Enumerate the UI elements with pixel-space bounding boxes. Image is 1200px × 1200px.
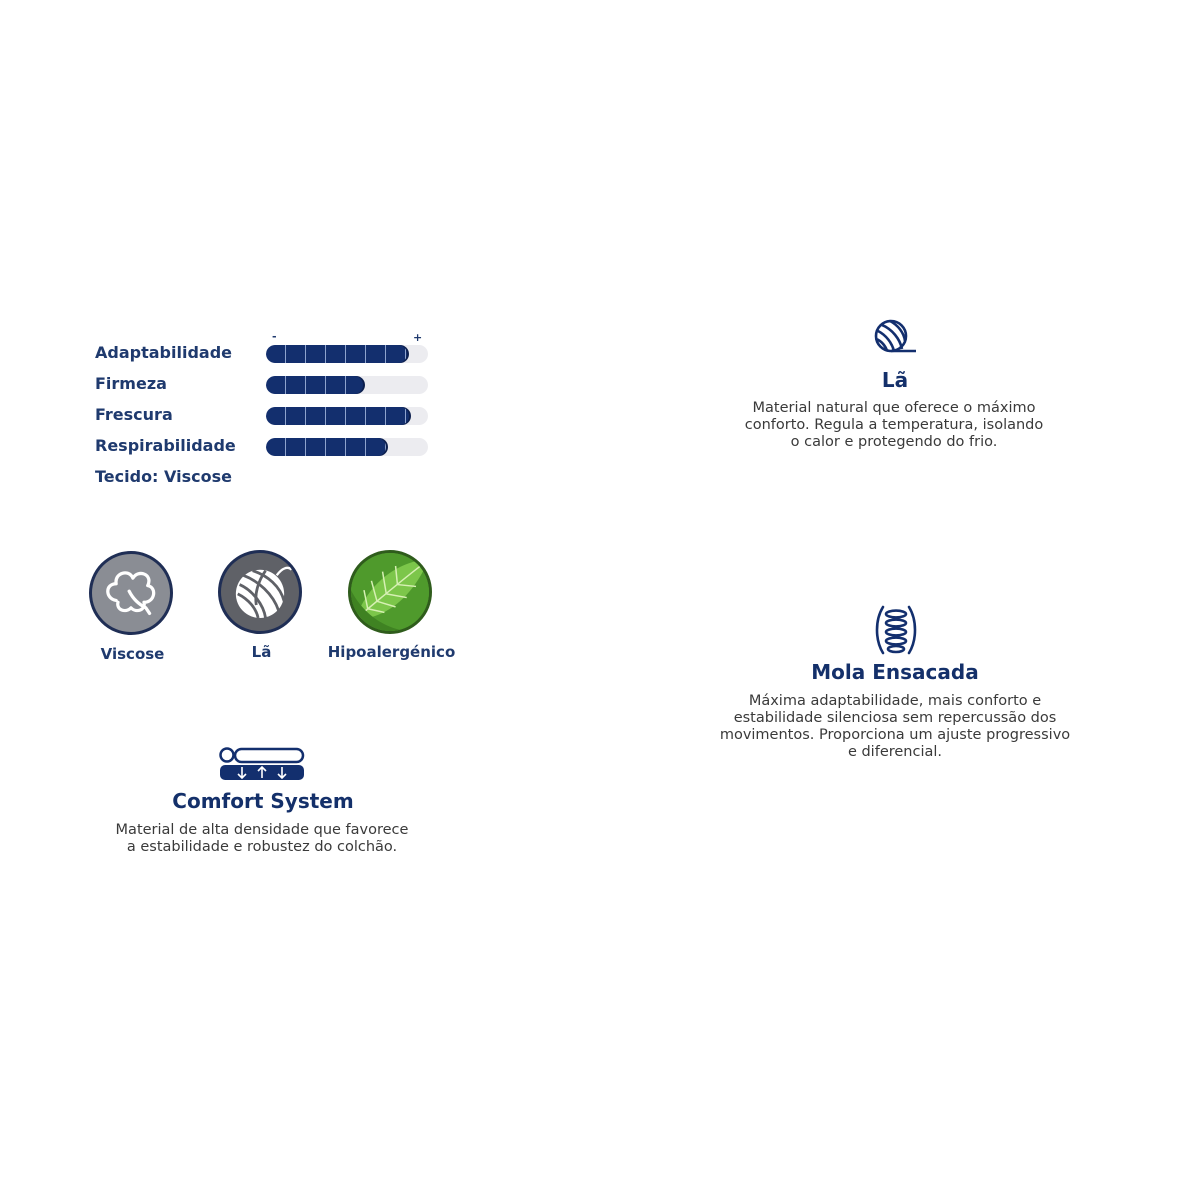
pocket-spring-icon [874, 604, 918, 656]
rating-label-respirabilidade: Respirabilidade [95, 436, 236, 455]
rating-fill [266, 376, 363, 394]
pocket-spring-description [680, 693, 1110, 761]
rating-label-frescura: Frescura [95, 405, 173, 424]
rating-fill [266, 407, 409, 425]
description-line: conforto. Regula a temperatura, isolando [744, 417, 1044, 433]
comfort-system-description [70, 822, 454, 856]
badge-label-hipoalergenico: Hipoalergénico [327, 643, 456, 661]
description-line: movimentos. Proporciona um ajuste progressivo [719, 727, 1071, 743]
wool-description [694, 400, 1094, 451]
badge-label-la: Lã [251, 643, 272, 661]
description-line: a estabilidade e robustez do colchão. [126, 839, 398, 855]
description-line: estabilidade silenciosa sem repercussão dos [733, 710, 1057, 726]
rating-bar-adaptabilidade [266, 345, 428, 363]
comfort-system-title: Comfort System [172, 789, 354, 813]
pocket-spring-title: Mola Ensacada [811, 660, 979, 684]
rating-bar-firmeza [266, 376, 428, 394]
description-line: Material de alta densidade que favorece [115, 822, 409, 838]
wool-ball-icon [218, 550, 302, 634]
rating-label-firmeza: Firmeza [95, 374, 167, 393]
rating-fill [266, 438, 386, 456]
rating-bar-respirabilidade [266, 438, 428, 456]
leaf-icon [348, 550, 432, 634]
description-line: e diferencial. [847, 744, 943, 760]
mattress-layers-icon [218, 746, 306, 782]
badge-label-viscose: Viscose [100, 645, 165, 663]
cotton-icon [89, 551, 173, 635]
description-line: Máxima adaptabilidade, mais conforto e [748, 693, 1042, 709]
description-line: o calor e protegendo do frio. [790, 434, 998, 450]
wool-ball-icon [872, 317, 918, 355]
rating-fill [266, 345, 407, 363]
scale-max-mark: + [413, 331, 423, 344]
wool-title: Lã [881, 368, 909, 392]
fabric-label: Tecido: Viscose [95, 467, 232, 486]
rating-bar-frescura [266, 407, 428, 425]
description-line: Material natural que oferece o máximo [752, 400, 1036, 416]
scale-min-mark: - [272, 330, 277, 343]
rating-label-adaptabilidade: Adaptabilidade [95, 343, 232, 362]
